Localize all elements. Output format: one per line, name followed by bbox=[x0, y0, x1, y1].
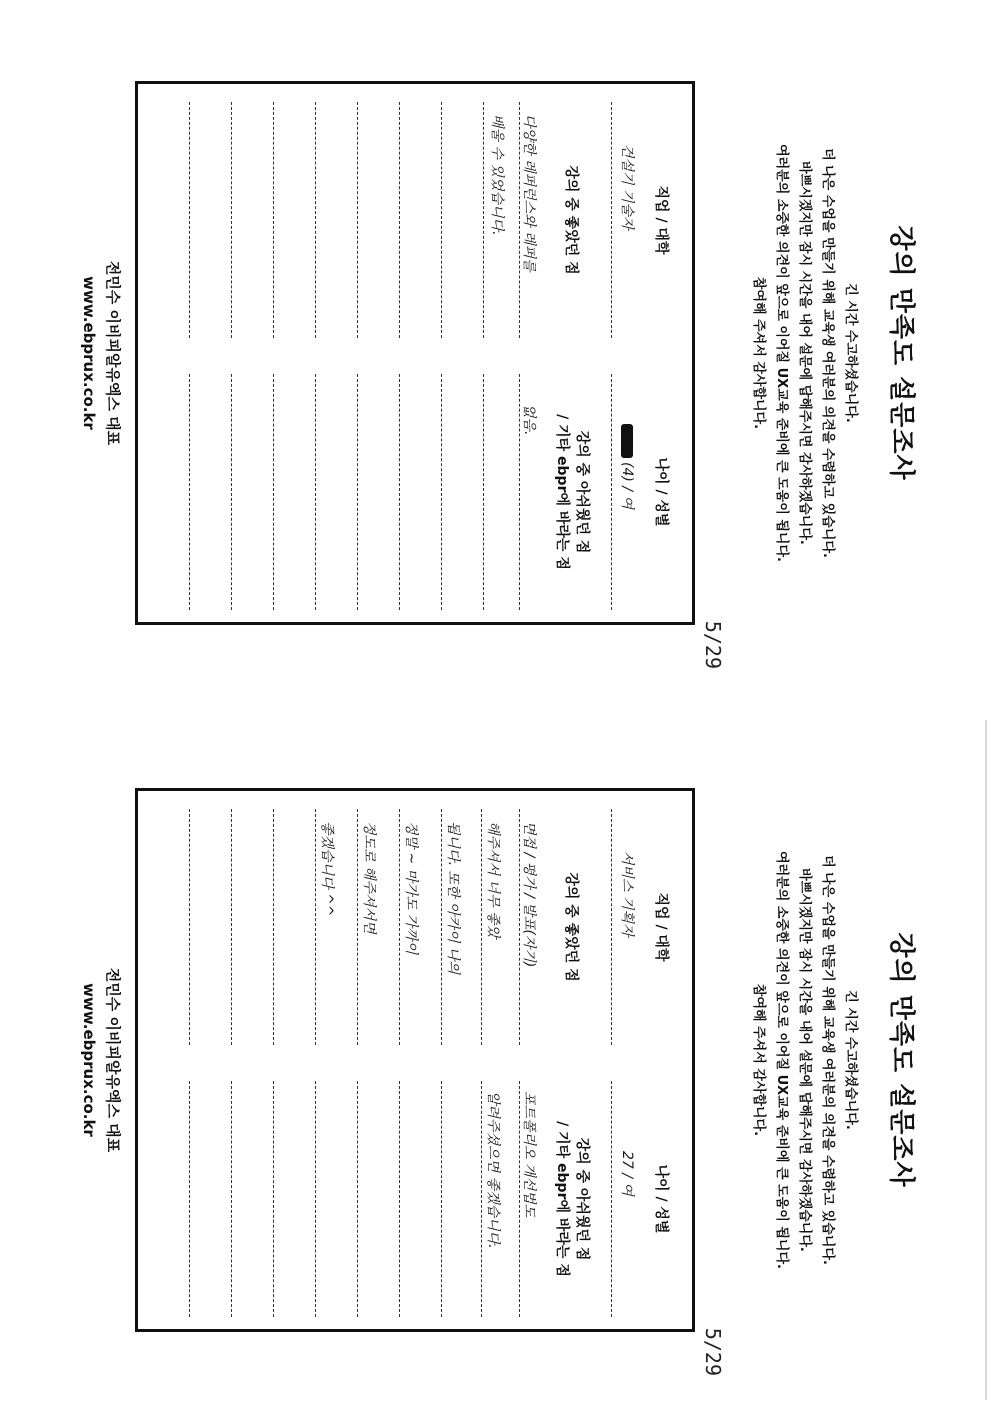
survey-answer-box bbox=[135, 788, 695, 1332]
answer-job: 서비스 기획자 bbox=[619, 851, 635, 937]
answer-good-line: 면접 / 평가 / 발표(자기) bbox=[521, 821, 537, 968]
dashed-line bbox=[481, 1081, 482, 1317]
dashed-line bbox=[357, 374, 358, 610]
survey-title: 강의 만족도 설문조사 bbox=[886, 225, 916, 481]
answer-good-line: 해주셔서 너무 좋았 bbox=[485, 821, 501, 939]
survey-footer bbox=[77, 750, 125, 1370]
footer-url: www.ebprux.co.kr bbox=[80, 276, 98, 430]
intro-line: 바쁘시겠지만 잠시 시간을 내어 설문에 답해주시면 감사하겠습니다. bbox=[797, 161, 812, 545]
answer-good-line: 정말 ~ 마가도 가까이 bbox=[403, 821, 419, 955]
redaction-scribble bbox=[621, 424, 633, 458]
answer-age-gender: (4) / 여 bbox=[618, 424, 638, 509]
label-bad-points: 강의 중 아쉬웠던 점 / 기타 ebpr에 바라는 점 bbox=[554, 414, 590, 570]
dashed-line bbox=[273, 1081, 274, 1317]
dashed-line bbox=[273, 374, 274, 610]
dashed-line bbox=[399, 374, 400, 610]
intro-line: 여러분의 소중한 의견이 앞으로 이어질 UX교육 준비에 큰 도움이 됩니다. bbox=[774, 851, 789, 1269]
dashed-line bbox=[231, 102, 232, 338]
dashed-line bbox=[519, 809, 520, 1045]
dashed-line bbox=[315, 1081, 316, 1317]
answer-job: 건설기 기술자 bbox=[619, 144, 635, 230]
dashed-line bbox=[611, 374, 612, 610]
dashed-line bbox=[519, 374, 520, 610]
label-age-gender: 나이 / 성별 bbox=[653, 457, 669, 527]
dashed-line bbox=[315, 374, 316, 610]
answer-bad-line: 없음. bbox=[521, 404, 537, 436]
survey-page-top bbox=[60, 43, 940, 669]
dashed-line bbox=[357, 1081, 358, 1317]
intro-line: 참여해 주셔서 감사합니다. bbox=[751, 983, 766, 1137]
dashed-line bbox=[399, 102, 400, 338]
survey-footer bbox=[77, 43, 125, 663]
page-number: 5/29 bbox=[701, 620, 725, 669]
intro-line: 바쁘시겠지만 잠시 시간을 내어 설문에 답해주시면 감사하겠습니다. bbox=[797, 868, 812, 1252]
page-number: 5/29 bbox=[701, 1327, 725, 1376]
survey-form-bottom bbox=[0, 707, 1000, 1414]
intro-line: 참여해 주셔서 감사합니다. bbox=[751, 276, 766, 430]
survey-page-bottom bbox=[60, 750, 940, 1376]
dashed-line bbox=[481, 809, 482, 1045]
dashed-line bbox=[231, 809, 232, 1045]
dashed-line bbox=[231, 374, 232, 610]
dashed-line bbox=[189, 1081, 190, 1317]
label-job: 직업 / 대학 bbox=[653, 892, 669, 962]
dashed-line bbox=[441, 102, 442, 338]
answer-age-gender: 27 / 여 bbox=[619, 1151, 635, 1196]
dashed-line bbox=[441, 374, 442, 610]
dashed-line bbox=[357, 809, 358, 1045]
label-good-points: 강의 중 좋았던 점 bbox=[563, 165, 579, 275]
dashed-line bbox=[189, 809, 190, 1045]
answer-good-line: 다양한 레퍼런스와 레퍼를 bbox=[521, 114, 537, 272]
footer-url: www.ebprux.co.kr bbox=[80, 983, 98, 1137]
survey-title: 강의 만족도 설문조사 bbox=[886, 932, 916, 1188]
dashed-line bbox=[189, 374, 190, 610]
dashed-line bbox=[315, 102, 316, 338]
dashed-line bbox=[483, 102, 484, 338]
dashed-line bbox=[399, 1081, 400, 1317]
dashed-line bbox=[519, 1081, 520, 1317]
dashed-line bbox=[611, 809, 612, 1045]
footer-name: 전민수 이비피알유엑스 대표 bbox=[104, 260, 122, 446]
dashed-line bbox=[231, 1081, 232, 1317]
label-good-points: 강의 중 좋았던 점 bbox=[563, 872, 579, 982]
answer-good-line: 됩니다. 또한 아카이 나의 bbox=[445, 821, 461, 975]
dashed-line bbox=[441, 809, 442, 1045]
survey-intro bbox=[747, 53, 862, 653]
dashed-line bbox=[483, 374, 484, 610]
survey-intro bbox=[747, 760, 862, 1360]
dashed-line bbox=[315, 809, 316, 1045]
label-bad-points: 강의 중 아쉬웠던 점 / 기타 ebpr에 바라는 점 bbox=[554, 1121, 590, 1277]
intro-line: 더 나은 수업을 만들기 위해 교육생 여러분의 의견을 수렴하고 있습니다. bbox=[820, 148, 835, 558]
dashed-line bbox=[399, 809, 400, 1045]
dashed-line bbox=[357, 102, 358, 338]
dashed-line bbox=[273, 809, 274, 1045]
intro-line: 더 나은 수업을 만들기 위해 교육생 여러분의 의견을 수렴하고 있습니다. bbox=[820, 855, 835, 1265]
intro-line: 긴 시간 수고하셨습니다. bbox=[843, 283, 858, 423]
survey-answer-box bbox=[135, 81, 695, 625]
label-age-gender: 나이 / 성별 bbox=[653, 1164, 669, 1234]
answer-good-line: 좋겠습니다 ^^ bbox=[319, 821, 335, 917]
dashed-line bbox=[189, 102, 190, 338]
footer-name: 전민수 이비피알유엑스 대표 bbox=[104, 967, 122, 1153]
answer-bad-line: 포트폴리오 개선법도 bbox=[521, 1091, 537, 1218]
dashed-line bbox=[273, 102, 274, 338]
dashed-line bbox=[611, 102, 612, 338]
intro-line: 긴 시간 수고하셨습니다. bbox=[843, 990, 858, 1130]
label-job: 직업 / 대학 bbox=[653, 185, 669, 255]
dashed-line bbox=[519, 102, 520, 338]
dashed-line bbox=[611, 1081, 612, 1317]
answer-good-line: 배울 수 있었습니다. bbox=[489, 114, 505, 236]
answer-bad-line: 알려주셨으면 좋겠습니다. bbox=[485, 1091, 501, 1249]
intro-line: 여러분의 소중한 의견이 앞으로 이어질 UX교육 준비에 큰 도움이 됩니다. bbox=[774, 144, 789, 562]
answer-good-line: 정도로 해주셔서면 bbox=[361, 821, 377, 934]
dashed-line bbox=[441, 1081, 442, 1317]
